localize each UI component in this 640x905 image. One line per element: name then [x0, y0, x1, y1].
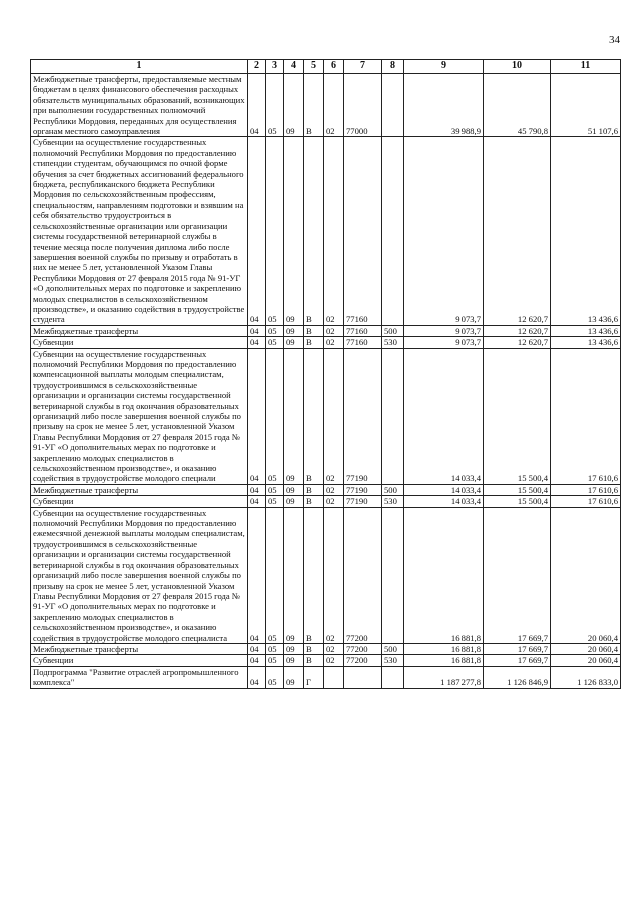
code-direction: 77160 [344, 325, 382, 336]
code-expense-type: 530 [382, 496, 404, 507]
code-main-event: 02 [324, 337, 344, 348]
amount-2017: 17 610,6 [551, 484, 621, 495]
code-main-event [324, 666, 344, 688]
amount-2017: 1 126 833,0 [551, 666, 621, 688]
code-subprogram: В [304, 348, 324, 484]
table-row [31, 137, 621, 325]
code-gr: 04 [248, 74, 266, 137]
amount-2015: 16 881,8 [404, 643, 484, 654]
code-subprogram: В [304, 496, 324, 507]
header-row [31, 60, 621, 74]
amount-2017: 17 610,6 [551, 348, 621, 484]
amount-2015: 14 033,4 [404, 348, 484, 484]
code-subprogram: В [304, 325, 324, 336]
code-pr: 09 [284, 74, 304, 137]
code-main-event: 02 [324, 496, 344, 507]
code-gr: 04 [248, 484, 266, 495]
code-expense-type [382, 666, 404, 688]
col-header: 2 [248, 60, 266, 74]
code-gr: 04 [248, 348, 266, 484]
code-direction: 77190 [344, 484, 382, 495]
code-rz: 05 [266, 643, 284, 654]
code-direction: 77160 [344, 337, 382, 348]
col-header: 5 [304, 60, 324, 74]
code-direction [344, 666, 382, 688]
table-row [31, 507, 621, 643]
row-description: Субвенции на осуществление государственных полномочий Республики Мордовия по предоставлению компенсационной выплаты молодым специалистам, трудоустроившимся в сельскохозяйственные организации и организации системы государственной ветеринарной службы в год окончания образовательных организаций либо после завершения военной службы по призыву на срок не менее 5 лет, установленной Указом Главы Республики Мордовия от 27 февраля 2015 года № 91-УГ «О дополнительных мерах по подготовке и закреплению молодых специалистов в сельскохозяйственном производстве», и оказанию содействия в трудоустройстве молодого специали [31, 348, 248, 484]
code-main-event: 02 [324, 507, 344, 643]
code-gr: 04 [248, 507, 266, 643]
col-header: 7 [344, 60, 382, 74]
code-pr: 09 [284, 496, 304, 507]
code-direction: 77190 [344, 348, 382, 484]
code-expense-type [382, 507, 404, 643]
code-main-event: 02 [324, 655, 344, 666]
amount-2017: 13 436,6 [551, 325, 621, 336]
code-expense-type: 500 [382, 484, 404, 495]
col-header: 8 [382, 60, 404, 74]
code-expense-type [382, 348, 404, 484]
amount-2015: 9 073,7 [404, 325, 484, 336]
amount-2016: 17 669,7 [484, 643, 551, 654]
col-header: 11 [551, 60, 621, 74]
code-pr: 09 [284, 507, 304, 643]
amount-2015: 1 187 277,8 [404, 666, 484, 688]
code-direction: 77200 [344, 643, 382, 654]
amount-2015: 14 033,4 [404, 484, 484, 495]
code-rz: 05 [266, 655, 284, 666]
amount-2015: 39 988,9 [404, 74, 484, 137]
amount-2015: 16 881,8 [404, 655, 484, 666]
row-description: Субвенции [31, 337, 248, 348]
amount-2016: 15 500,4 [484, 348, 551, 484]
table-row [31, 496, 621, 507]
table-row [31, 666, 621, 688]
col-header: 4 [284, 60, 304, 74]
row-description: Субвенции [31, 655, 248, 666]
amount-2016: 17 669,7 [484, 655, 551, 666]
code-rz: 05 [266, 74, 284, 137]
code-subprogram: В [304, 337, 324, 348]
table-row [31, 74, 621, 137]
amount-2016: 1 126 846,9 [484, 666, 551, 688]
code-direction: 77200 [344, 655, 382, 666]
table-row [31, 348, 621, 484]
col-header: 9 [404, 60, 484, 74]
table-row [31, 484, 621, 495]
amount-2017: 13 436,6 [551, 337, 621, 348]
code-pr: 09 [284, 348, 304, 484]
code-pr: 09 [284, 325, 304, 336]
amount-2017: 17 610,6 [551, 496, 621, 507]
code-direction: 77000 [344, 74, 382, 137]
code-rz: 05 [266, 337, 284, 348]
code-rz: 05 [266, 137, 284, 325]
code-main-event: 02 [324, 643, 344, 654]
amount-2017: 20 060,4 [551, 507, 621, 643]
code-gr: 04 [248, 137, 266, 325]
code-expense-type [382, 137, 404, 325]
code-main-event: 02 [324, 325, 344, 336]
amount-2016: 15 500,4 [484, 484, 551, 495]
amount-2016: 17 669,7 [484, 507, 551, 643]
row-description: Межбюджетные трансферты [31, 643, 248, 654]
table-row [31, 655, 621, 666]
page-number: 34 [609, 34, 620, 46]
code-rz: 05 [266, 666, 284, 688]
row-description: Межбюджетные трансферты [31, 484, 248, 495]
code-rz: 05 [266, 325, 284, 336]
col-header: 6 [324, 60, 344, 74]
row-description: Подпрограмма "Развитие отраслей агропромышленного комплекса" [31, 666, 248, 688]
amount-2017: 20 060,4 [551, 643, 621, 654]
budget-table [30, 59, 621, 689]
code-pr: 09 [284, 484, 304, 495]
row-description: Межбюджетные трансферты [31, 325, 248, 336]
amount-2016: 12 620,7 [484, 137, 551, 325]
code-pr: 09 [284, 337, 304, 348]
code-subprogram: В [304, 74, 324, 137]
amount-2017: 51 107,6 [551, 74, 621, 137]
code-pr: 09 [284, 643, 304, 654]
code-direction: 77190 [344, 496, 382, 507]
code-gr: 04 [248, 666, 266, 688]
code-main-event: 02 [324, 137, 344, 325]
row-description: Межбюджетные трансферты, предоставляемые местным бюджетам в целях финансового обеспечения расходных обязательств муниципальных образований, возникающих при выполнении государственных полномочий Республики Мордовия, переданных для осуществления органам местного самоуправления [31, 74, 248, 137]
code-pr: 09 [284, 137, 304, 325]
code-gr: 04 [248, 496, 266, 507]
table-row [31, 337, 621, 348]
col-header: 10 [484, 60, 551, 74]
code-expense-type: 500 [382, 643, 404, 654]
row-description: Субвенции на осуществление государственных полномочий Республики Мордовия по предоставлению ежемесячной денежной выплаты молодым специалистам, трудоустроившимся в сельскохозяйственные организации и организации системы государственной ветеринарной службы в год окончания образовательных организаций либо после завершения военной службы по призыву на срок не менее 5 лет, установленной Указом Главы Республики Мордовия от 27 февраля 2015 года № 91-УГ «О дополнительных мерах по подготовке и закреплению молодых специалистов в сельскохозяйственном производстве», и оказанию содействия в трудоустройстве молодого специалиста [31, 507, 248, 643]
amount-2017: 13 436,6 [551, 137, 621, 325]
amount-2015: 9 073,7 [404, 137, 484, 325]
code-pr: 09 [284, 655, 304, 666]
code-expense-type: 530 [382, 337, 404, 348]
row-description: Субвенции [31, 496, 248, 507]
amount-2015: 14 033,4 [404, 496, 484, 507]
row-description: Субвенции на осуществление государственных полномочий Республики Мордовия по предоставлению стипендии студентам, обучающимся по очной форме обучения за счет бюджетных ассигнований федерального бюджета, республиканского бюджета Республики Мордовия по сельскохозяйственным профессиям, специальностям, направлениям подготовки и взявшим на себя обязательство трудоустроиться в сельскохозяйственные организации или организации системы государственной ветеринарной службы в течение месяца после получения диплома либо после завершения военной службы по призыву и отработать в них не менее 5 лет, установленной Указом Главы Республики Мордовия от 27 февраля 2015 года № 91-УГ «О дополнительных мерах по подготовке и закреплению молодых специалистов в сельскохозяйственном производстве», и оказанию содействия в трудоустройстве студента [31, 137, 248, 325]
amount-2015: 16 881,8 [404, 507, 484, 643]
code-subprogram: В [304, 643, 324, 654]
table-row [31, 643, 621, 654]
code-rz: 05 [266, 507, 284, 643]
code-subprogram: В [304, 655, 324, 666]
code-main-event: 02 [324, 484, 344, 495]
code-subprogram: Г [304, 666, 324, 688]
col-header: 3 [266, 60, 284, 74]
amount-2017: 20 060,4 [551, 655, 621, 666]
code-subprogram: В [304, 137, 324, 325]
code-direction: 77160 [344, 137, 382, 325]
amount-2016: 15 500,4 [484, 496, 551, 507]
code-rz: 05 [266, 484, 284, 495]
code-expense-type: 500 [382, 325, 404, 336]
code-expense-type: 530 [382, 655, 404, 666]
code-subprogram: В [304, 484, 324, 495]
code-gr: 04 [248, 337, 266, 348]
code-main-event: 02 [324, 74, 344, 137]
code-subprogram: В [304, 507, 324, 643]
code-gr: 04 [248, 655, 266, 666]
code-direction: 77200 [344, 507, 382, 643]
code-main-event: 02 [324, 348, 344, 484]
amount-2016: 12 620,7 [484, 325, 551, 336]
code-rz: 05 [266, 496, 284, 507]
amount-2015: 9 073,7 [404, 337, 484, 348]
amount-2016: 45 790,8 [484, 74, 551, 137]
code-pr: 09 [284, 666, 304, 688]
code-rz: 05 [266, 348, 284, 484]
col-header: 1 [31, 60, 248, 74]
code-expense-type [382, 74, 404, 137]
code-gr: 04 [248, 643, 266, 654]
amount-2016: 12 620,7 [484, 337, 551, 348]
code-gr: 04 [248, 325, 266, 336]
table-row [31, 325, 621, 336]
